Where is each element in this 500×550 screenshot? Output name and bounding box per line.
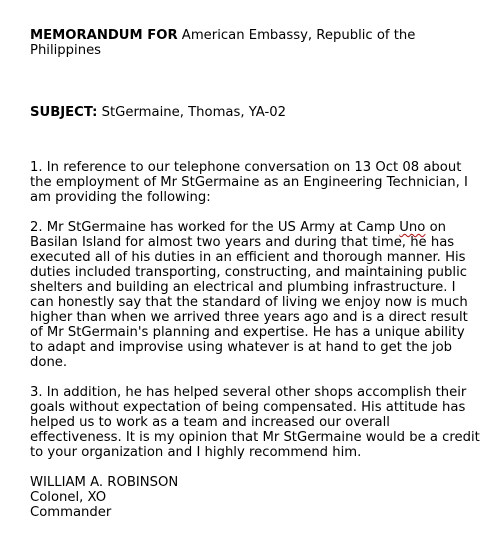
signature-name: WILLIAM A. ROBINSON [30,475,179,490]
signature-title: Commander [30,505,112,520]
memorandum-label: MEMORANDUM FOR [30,28,178,43]
paragraph-1-line: 1. In reference to our telephone conversation on 13 Oct 08 about [30,160,462,175]
memorandum-recipient-line2: Philippines [30,43,102,58]
paragraph-2-line: Basilan Island for almost two years and during that time, he has [30,235,455,250]
paragraph-2 [30,220,470,370]
paragraph-3-line: goals without expectation of being compensated. His attitude has [30,400,466,415]
paragraph-1-line: the employment of Mr StGermaine as an Engineering Technician, I [30,175,468,190]
paragraph-2-line: shelters and building an electrical and plumbing infrastructure. I [30,280,456,295]
memorandum-recipient-line1: American Embassy, Republic of the [177,28,416,43]
paragraph-2-line: of Mr StGermain's planning and expertise. He has a unique ability [30,325,465,340]
subject-line [30,105,470,120]
paragraph-2-line-start: 2. Mr StGermaine has worked for the US Army at Camp [30,220,400,235]
memorandum-header [30,28,470,58]
paragraph-3-line: helped us to work as a team and increased our overall [30,415,390,430]
paragraph-2-line: higher than when we arrived three years ago and is a direct result [30,310,468,325]
paragraph-1-line: am providing the following: [30,190,211,205]
paragraph-2-line: done. [30,355,68,370]
paragraph-3-line: 3. In addition, he has helped several other shops accomplish their [30,385,467,400]
subject-label: SUBJECT: [30,105,98,120]
paragraph-2-line: executed all of his duties in an efficient and thorough manner. His [30,250,466,265]
paragraph-2-line: duties included transporting, constructing, and maintaining public [30,265,467,280]
paragraph-2-line-end: on [425,220,446,235]
paragraph-1 [30,160,470,205]
paragraph-2-line: can honestly say that the standard of living we enjoy now is much [30,295,468,310]
paragraph-3 [30,385,480,460]
spellcheck-flagged-word[interactable]: Uno [399,220,426,235]
subject-text: StGermaine, Thomas, YA-02 [97,105,287,120]
paragraph-3-line: effectiveness. It is my opinion that Mr StGermaine would be a credit [30,430,480,445]
memo-document [30,28,480,520]
paragraph-2-line: to adapt and improvise using whatever is at hand to get the job [30,340,453,355]
signature-block [30,475,470,520]
signature-rank: Colonel, XO [30,490,107,505]
paragraph-3-line: to your organization and I highly recommend him. [30,445,362,460]
